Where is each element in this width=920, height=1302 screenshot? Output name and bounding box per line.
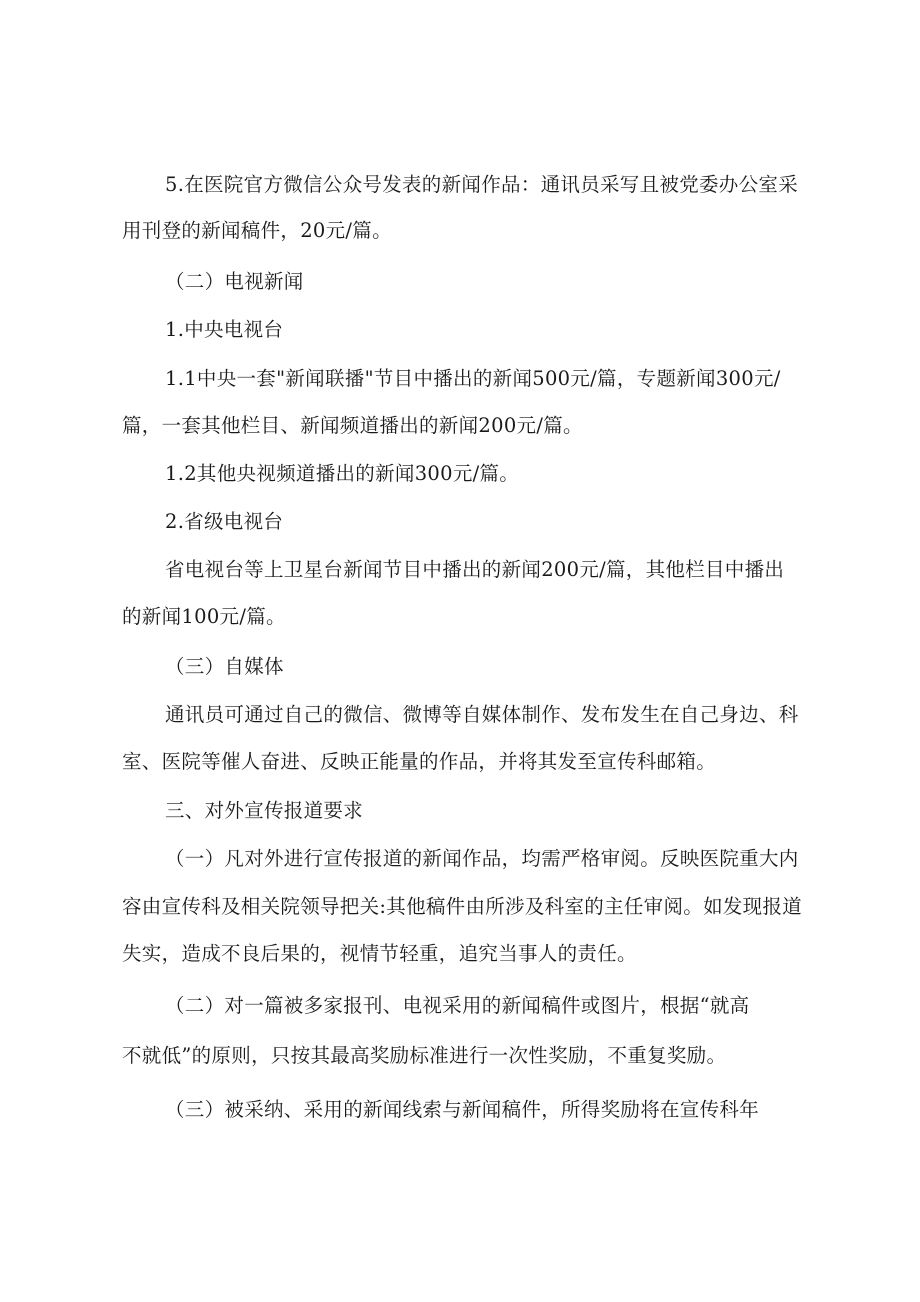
- text-line-self-media: 通讯员可通过自己的微信、微博等自媒体制作、发布发生在自己身边、科: [165, 703, 799, 726]
- text-line-item5-cont: 用刊登的新闻稿件，20元/篇。: [122, 219, 392, 242]
- text-line-self-media-cont: 室、医院等催人奋进、反映正能量的作品，并将其发至宣传科邮箱。: [122, 750, 717, 773]
- section-heading-tv-news: （二）电视新闻: [165, 270, 304, 293]
- section-heading-requirements: 三、对外宣传报道要求: [165, 799, 364, 822]
- text-line-req-2-cont: 不就低”的原则，只按其最高奖励标准进行一次性奖励，不重复奖励。: [122, 1044, 727, 1067]
- subheading-provincial-tv: 2.省级电视台: [165, 510, 284, 533]
- text-line-req-3: （三）被采纳、采用的新闻线索与新闻稿件，所得奖励将在宣传科年: [165, 1098, 760, 1121]
- text-line-provincial-cont: 的新闻100元/篇。: [122, 605, 286, 628]
- section-heading-self-media: （三）自媒体: [165, 655, 284, 678]
- text-line-cctv-1-1: 1.1中央一套"新闻联播"节目中播出的新闻500元/篇，专题新闻300元/: [165, 367, 781, 390]
- subheading-cctv: 1.中央电视台: [165, 318, 284, 341]
- text-line-req-1: （一）凡对外进行宣传报道的新闻作品，均需严格审阅。反映医院重大内: [165, 847, 799, 870]
- text-line-req-1-cont: 容由宣传科及相关院领导把关:其他稿件由所涉及科室的主任审阅。如发现报道: [122, 895, 803, 918]
- text-line-req-2: （二）对一篇被多家报刊、电视采用的新闻稿件或图片，根据“就高: [165, 994, 750, 1017]
- text-line-cctv-1-1-cont: 篇，一套其他栏目、新闻频道播出的新闻200元/篇。: [122, 414, 583, 437]
- text-line-item5: 5.在医院官方微信公众号发表的新闻作品：通讯员采写且被党委办公室采: [165, 173, 799, 196]
- text-line-cctv-1-2: 1.2其他央视频道播出的新闻300元/篇。: [165, 462, 520, 485]
- text-line-provincial: 省电视台等上卫星台新闻节目中播出的新闻200元/篇，其他栏目中播出: [165, 558, 785, 581]
- text-line-req-1-cont2: 失实，造成不良后果的，视情节轻重，追究当事人的责任。: [122, 942, 637, 965]
